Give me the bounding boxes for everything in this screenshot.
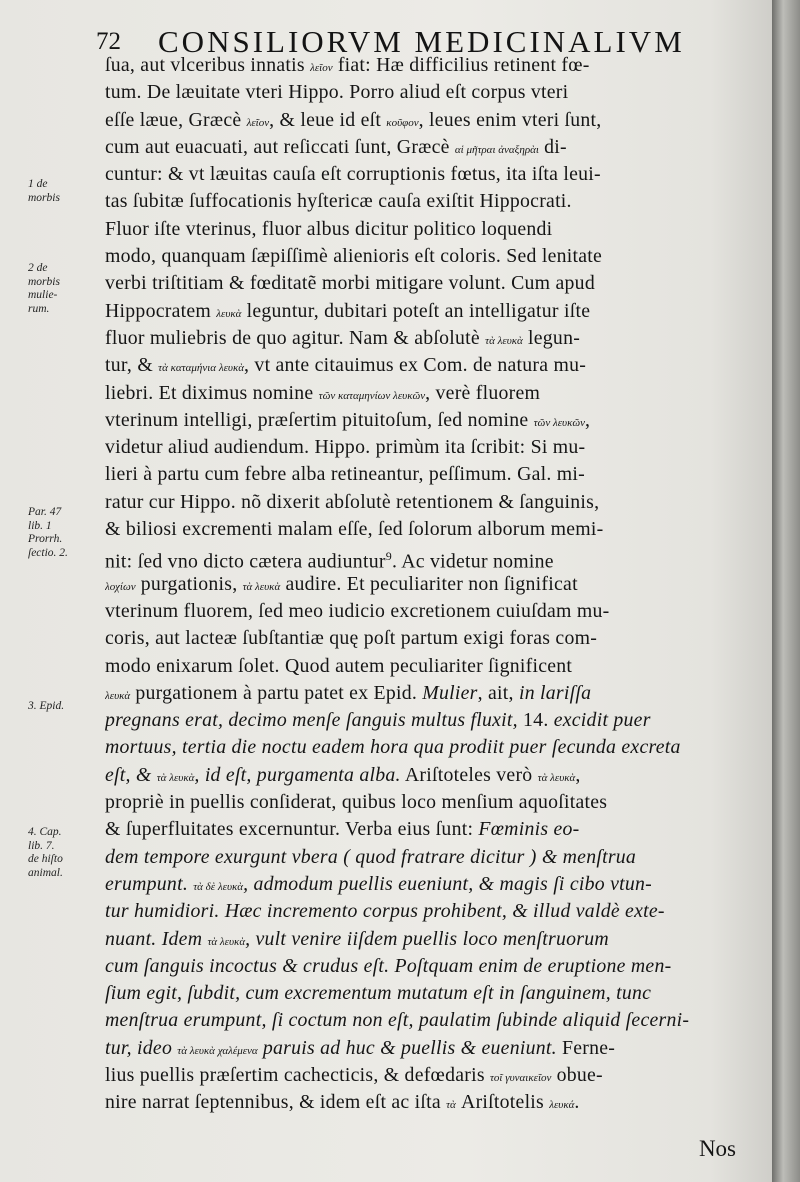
text-line	[105, 680, 745, 707]
roman-text: eſſe læue, Græcè	[105, 108, 247, 131]
text-line	[105, 898, 745, 925]
text-line	[105, 1007, 745, 1034]
roman-text: vterinum fluorem, ſed meo iudicio excretionem cuiuſdam mu-	[105, 599, 610, 622]
text-line	[105, 380, 745, 407]
italic-text: excidit puer	[553, 709, 651, 732]
greek-text: τὰ λευκὰ	[207, 935, 246, 948]
roman-text: lieri à partu cum febre alba retineantur, peſſimum. Gal. mi-	[105, 463, 585, 486]
text-line	[105, 953, 745, 980]
text-line	[105, 707, 745, 734]
greek-text: τὰ δὲ λευκὰ	[193, 880, 244, 893]
roman-text: fluor muliebris de quo agitur. Nam & abſolutè	[105, 326, 486, 349]
greek-text: τῶν καταμηνίων λευκῶν	[318, 389, 426, 402]
roman-text: liebri. Et diximus nomine	[105, 381, 319, 404]
roman-text: cum aut euacuati, aut reſiccati ſunt, Græcè	[105, 135, 455, 158]
italic-text: ſium egit, ſubdit, cum excrementum mutatum eſt in ſanguinem, tunc	[105, 982, 652, 1005]
text-line	[105, 625, 745, 652]
italic-text: mortuus, tertia die noctu eadem hora qua prodiit puer ſecunda excreta	[105, 736, 681, 759]
text-line	[105, 1089, 745, 1116]
italic-text: pregnans erat, decimo menſe ſanguis multus fluxit,	[105, 709, 518, 732]
margin-note-line: lib. 1	[28, 519, 52, 532]
body-text	[105, 52, 745, 1117]
italic-text: , admodum puellis eueniunt, & magis ſi cibo vtun-	[243, 872, 653, 895]
roman-text: modo, quanquam ſæpiſſimè alienioris eſt coloris. Sed lenitate	[105, 245, 603, 268]
margin-note-line: 1 de	[28, 178, 48, 190]
text-line	[105, 844, 745, 871]
running-title: CONSILIORVM MEDICINALIVM	[158, 24, 685, 59]
roman-text: Ariſtoteles verò	[400, 763, 538, 786]
greek-text: τὰ λευκὰ	[537, 771, 576, 784]
text-line	[105, 243, 745, 270]
margin-note-line: 3. Epid.	[28, 700, 65, 712]
margin-note-line: lib. 7.	[28, 839, 55, 852]
text-line	[105, 79, 745, 106]
roman-text: lius puellis præſertim cachecticis, & defœdaris	[105, 1063, 490, 1086]
text-line	[105, 734, 745, 761]
greek-text: τὰ καταμήνια λευκὰ	[158, 362, 245, 375]
roman-text: Ferne-	[556, 1036, 616, 1059]
roman-text: purgationem à partu patet ex Epid.	[130, 681, 423, 704]
roman-text: coris, aut lacteæ ſubſtantiæ quę poſt partum exigi foras com-	[105, 627, 598, 650]
text-line	[105, 298, 745, 325]
margin-note-line: morbis	[28, 191, 60, 204]
roman-text: verbi triſtitiam & fœditatẽ morbi mitigare volunt. Cum apud	[105, 272, 595, 295]
roman-text: ſua, aut vlceribus innatis	[105, 54, 311, 76]
greek-text: λευκὰ	[105, 689, 131, 702]
greek-text: λεῖον	[310, 62, 333, 74]
margin-note-line: animal.	[28, 866, 63, 879]
text-line	[105, 434, 745, 461]
text-line	[105, 1062, 745, 1089]
roman-text: videtur aliud audiendum. Hippo. primùm ita ſcribit: Si mu-	[105, 436, 586, 459]
roman-text: leguntur, dubitari poteſt an intelligatur iſte	[241, 299, 591, 322]
roman-text: propriè in puellis conſiderat, quibus loco menſium aquoſitates	[105, 791, 608, 814]
roman-text: modo enixarum ſolet. Quod autem peculiariter ſignificent	[105, 654, 573, 677]
italic-text: nuant. Idem	[105, 927, 208, 950]
italic-text: menſtrua erumpunt, ſi coctum non eſt, paulatim ſubinde aliquid ſecerni-	[105, 1009, 690, 1032]
italic-text: tur humidiori. Hæc incremento corpus prohibent, & illud valdè exte-	[105, 900, 665, 923]
margin-note-line: 4. Cap.	[28, 826, 62, 838]
greek-text: κοῦφον	[386, 116, 419, 129]
text-line	[105, 789, 745, 816]
text-line	[105, 543, 745, 570]
italic-text: Fœminis eo-	[478, 818, 580, 841]
roman-text: .	[574, 1091, 580, 1114]
greek-text: τὰ λευκὰ	[242, 580, 281, 593]
greek-text: λευκά	[549, 1099, 575, 1112]
roman-text: , ait,	[477, 681, 519, 704]
italic-text: eſt, &	[105, 763, 157, 786]
roman-text: tum. De læuitate vteri Hippo. Porro aliud eſt corpus vteri	[105, 81, 569, 104]
roman-text: purgationis,	[135, 572, 243, 595]
text-line	[105, 188, 745, 215]
roman-text: audire. Et peculiariter non ſignificat	[280, 572, 578, 595]
margin-note-line: 2 de	[28, 262, 48, 274]
text-line	[105, 871, 745, 898]
italic-text: , id eſt, purgamenta alba.	[194, 763, 401, 786]
text-line	[105, 980, 745, 1007]
text-line	[105, 816, 745, 843]
italic-text: Mulier	[422, 681, 478, 704]
italic-text: in lariſſa	[518, 681, 592, 704]
margin-note	[28, 506, 98, 560]
margin-note	[28, 700, 98, 714]
text-line	[105, 407, 745, 434]
text-line	[105, 653, 745, 680]
roman-text: tas ſubitæ ſuffocationis hyſtericæ cauſa exiſtit Hippocrati.	[105, 190, 572, 213]
text-line	[105, 325, 745, 352]
greek-text: τοῖ γυναικεῖον	[490, 1071, 552, 1084]
text-line	[105, 489, 745, 516]
italic-text: erumpunt.	[105, 872, 194, 895]
roman-text: fiat: Hæ difficilius retinent fœ-	[332, 54, 590, 76]
greek-text: λοχίων	[105, 580, 136, 593]
text-line	[105, 762, 745, 789]
footnote-marker: 9	[385, 549, 392, 564]
roman-text: di-	[538, 135, 567, 158]
text-line	[105, 516, 745, 543]
roman-text: Hippocratem	[105, 299, 217, 322]
text-line	[105, 352, 745, 379]
roman-text: , vt ante citauimus ex Com. de natura mu-	[244, 354, 587, 377]
roman-text: , & leue id eſt	[269, 108, 387, 131]
roman-text: 14.	[517, 709, 554, 732]
greek-text: λευκὰ	[216, 307, 242, 320]
catchword: Nos	[698, 1136, 736, 1161]
greek-text: τὰ λευκὰ χαλέμενα	[177, 1044, 258, 1057]
margin-note	[28, 178, 98, 205]
roman-text: , leues enim vteri ſunt,	[418, 108, 602, 131]
italic-text: dem tempore exurgunt vbera ( quod fratrare dicitur ) & menſtrua	[105, 845, 637, 868]
roman-text: nire narrat ſeptennibus, & idem eſt ac iſta	[105, 1091, 447, 1114]
roman-text: , verè fluorem	[425, 381, 541, 404]
book-binding-edge	[772, 0, 800, 1182]
italic-text: , vult venire iiſdem puellis loco menſtruorum	[245, 927, 609, 950]
roman-text: ratur cur Hippo. nõ dixerit abſolutè retentionem & ſanguinis,	[105, 490, 600, 513]
roman-text: legun-	[522, 326, 581, 349]
roman-text: . Ac videtur nomine	[391, 550, 554, 571]
text-line	[105, 571, 745, 598]
greek-text: τὰ λευκὰ	[156, 771, 195, 784]
text-line	[105, 926, 745, 953]
margin-note-line: ſectio. 2.	[28, 546, 68, 559]
roman-text: cuntur: & vt læuitas cauſa eſt corruptionis fœtus, ita iſta leui-	[105, 163, 601, 186]
greek-text: αἱ μῆτραι ἀναξηρὰι	[454, 143, 539, 156]
text-line	[105, 216, 745, 243]
text-line	[105, 161, 745, 188]
margin-note	[28, 826, 98, 880]
roman-text: vterinum intelligi, præſertim pituitoſum, ſed nomine	[105, 408, 534, 431]
roman-text: nit: ſed vno dicto cætera audiuntur	[105, 550, 386, 571]
roman-text: & biliosi excrementi malam eſſe, ſed ſolorum alborum memi-	[105, 518, 604, 541]
roman-text: ,	[585, 408, 591, 431]
roman-text: Fluor iſte vterinus, fluor albus dicitur politico loquendi	[105, 217, 553, 240]
roman-text: obue-	[551, 1063, 603, 1086]
text-line	[105, 52, 745, 79]
italic-text: cum ſanguis incoctus & crudus eſt. Poſtquam enim de eruptione men-	[105, 954, 672, 977]
margin-note-line: rum.	[28, 302, 50, 315]
greek-text: τῶν λευκῶν	[533, 416, 586, 429]
text-line	[105, 1035, 745, 1062]
text-line	[105, 270, 745, 297]
margin-note-line: de hiſto	[28, 853, 63, 865]
text-line	[105, 134, 745, 161]
italic-text: tur, ideo	[105, 1036, 178, 1059]
margin-note-line: morbis	[28, 275, 60, 288]
greek-text: τὰ λευκὰ	[485, 334, 523, 347]
margin-note-line: Prorrh.	[28, 533, 63, 545]
page-number: 72	[96, 28, 121, 55]
roman-text: Ariſtotelis	[455, 1091, 550, 1114]
text-line	[105, 461, 745, 488]
text-line	[105, 107, 745, 134]
roman-text: ,	[575, 763, 581, 786]
italic-text: paruis ad huc & puellis & eueniunt.	[257, 1036, 557, 1059]
greek-text: λεῖον	[246, 116, 270, 129]
greek-text: τὰ	[446, 1099, 456, 1112]
margin-note-line: mulie-	[28, 289, 58, 301]
roman-text: & ſuperfluitates excernuntur. Verba eius ſunt:	[105, 818, 479, 841]
margin-note	[28, 262, 98, 316]
margin-note-line: Par. 47	[28, 506, 62, 518]
roman-text: tur, &	[105, 354, 159, 377]
text-line	[105, 598, 745, 625]
